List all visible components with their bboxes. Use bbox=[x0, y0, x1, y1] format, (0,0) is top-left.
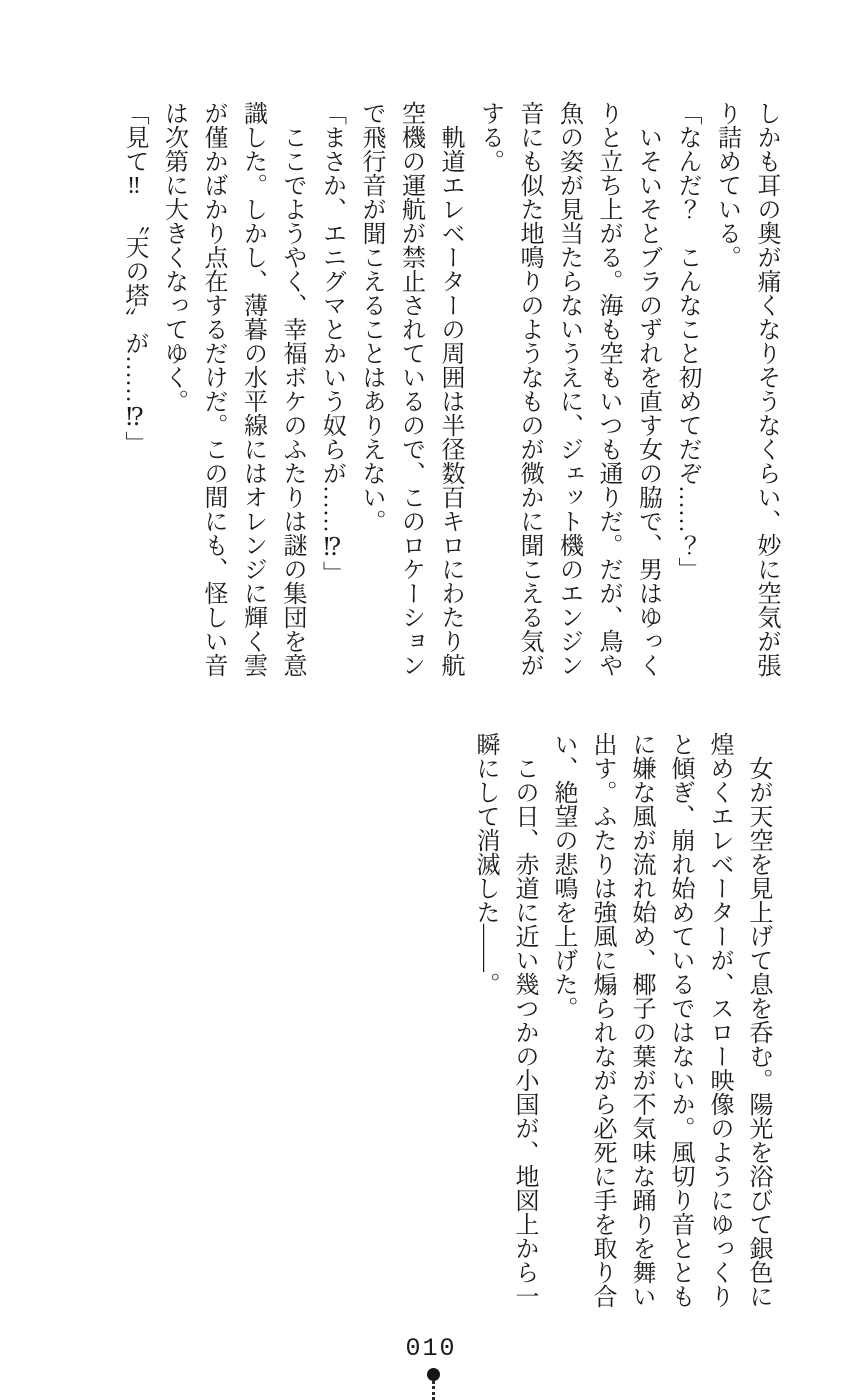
text-line: 煌めくエレベーターが、スロー映像のようにゆっくり bbox=[706, 732, 732, 1308]
text-line: ここでようやく、幸福ボケのふたりは謎の集団を意 bbox=[279, 101, 305, 677]
page-footer-dot-ornament bbox=[427, 1368, 440, 1381]
text-line: と傾ぎ、崩れ始めているではないか。風切り音ととも bbox=[667, 732, 693, 1308]
text-line: で飛行音が聞こえることはありえない。 bbox=[358, 101, 384, 533]
text-line: 識した。しかし、薄暮の水平線にはオレンジに輝く雲 bbox=[239, 101, 266, 677]
text-line: 出す。ふたりは強風に煽られながら必死に手を取り合 bbox=[589, 732, 615, 1308]
text-line: は次第に大きくなってゆく。 bbox=[160, 101, 187, 413]
text-line: いそいそとブラのずれを直す女の脇で、男はゆっく bbox=[634, 101, 661, 677]
text-line: 「見て‼ 〝天の塔〟が……⁉」 bbox=[121, 101, 147, 455]
upper-text-block bbox=[113, 101, 785, 681]
page-footer-dotted-line bbox=[432, 1381, 435, 1400]
text-line: りと立ち上がる。海も空もいつも通りだ。だが、鳥や bbox=[595, 101, 621, 677]
text-line: り詰めている。 bbox=[713, 101, 740, 269]
text-line: い、絶望の悲鳴を上げた。 bbox=[550, 732, 576, 1020]
text-line: 音にも似た地鳴りのようなものが微かに聞こえる気が bbox=[516, 101, 542, 677]
text-line: に嫌な風が流れ始め、椰子の葉が不気味な踊りを舞い bbox=[628, 732, 654, 1308]
text-line: 魚の姿が見当たらないうえに、ジェット機のエンジン bbox=[555, 101, 582, 677]
text-line: する。 bbox=[476, 101, 503, 173]
text-line: 瞬にして消滅した——。 bbox=[472, 732, 498, 996]
text-line: この日、赤道に近い幾つかの小国が、地図上から一 bbox=[511, 732, 537, 1308]
text-line: 軌道エレベーターの周囲は半径数百キロにわたり航 bbox=[437, 101, 463, 677]
lower-text-block bbox=[463, 732, 777, 1312]
text-line: 空機の運航が禁止されているので、このロケーション bbox=[397, 101, 424, 677]
text-line: しかも耳の奥が痛くなりそうなくらい、妙に空気が張 bbox=[753, 101, 779, 677]
text-line: 「なんだ？ こんなこと初めてだぞ……？」 bbox=[674, 101, 700, 581]
text-line: 女が天空を見上げて息を呑む。陽光を浴びて銀色に bbox=[745, 732, 771, 1308]
text-line: 「まさか、エニグマとかいう奴らが……⁉」 bbox=[318, 101, 345, 585]
page-number: 010 bbox=[405, 1334, 457, 1363]
text-line: が僅かばかり点在するだけだ。この間にも、怪しい音 bbox=[200, 101, 226, 677]
